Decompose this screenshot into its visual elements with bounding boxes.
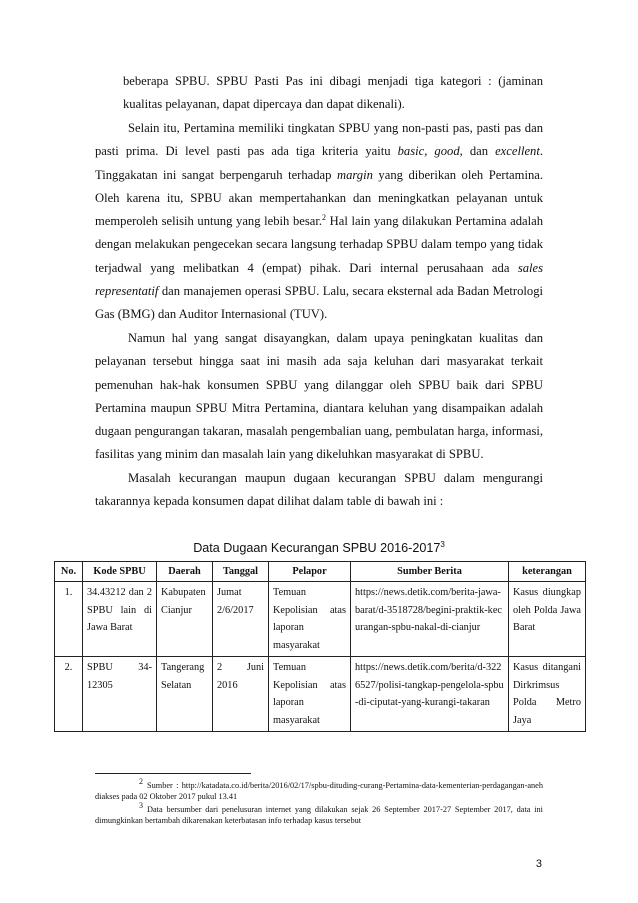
- text-run: yang diberikan oleh Pertamina. Oleh karena itu, SPBU akan mempertahankan dan meningkatkan pelayanan untuk memperoleh selisih untung yang lebih besar.: [95, 167, 543, 229]
- italic-term: sales representatif: [95, 260, 543, 299]
- text-run: Selain itu, Pertamina memiliki tingkatan SPBU yang non-pasti pas, pasti pas dan pasti prima. Di level pasti pas ada tiga kriteria yaitu: [95, 121, 543, 159]
- footnote-text: Sumber : http://katadata.co.id/berita/2016/02/17/spbu-dituding-curang-Pertamina-data-kementerian-perdagangan-aneh diakses pada 02 Oktober 2017 pukul 13.41: [95, 781, 543, 802]
- footnote-text: Data bersumber dari penelusuran internet yang dilakukan sejak 26 September 2017-27 September 2017, data ini dimungkinkan bertambah dikarenakan keterbatasan info terhadap kasus tersebut: [95, 805, 543, 826]
- paragraph-table-intro: Masalah kecurangan maupun dugaan kecurangan SPBU dalam mengurangi takarannya kepada konsumen dapat dilihat dalam table di bawah ini :: [95, 471, 543, 509]
- paragraph-pertamina-levels: [95, 117, 543, 327]
- text-run: dan manajemen operasi SPBU. Lalu, secara eksternal ada Badan Metrologi Gas (BMG) dan Auditor Internasional (TUV).: [95, 284, 543, 322]
- table-title: [95, 541, 543, 555]
- cell-pelapor: Temuan Kepolisian atas laporan masyarakat: [269, 657, 351, 732]
- text-run: ,: [424, 144, 435, 159]
- table-title-text: Data Dugaan Kecurangan SPBU 2016-2017: [193, 541, 441, 555]
- italic-term: excellent: [495, 144, 540, 159]
- cell-sumber-link[interactable]: https://news.detik.com/berita-jawa-barat/d-3518728/begini-praktik-kecurangan-spbu-nakal-di-cianjur: [351, 582, 509, 657]
- cell-kode: 34.43212 dan 2 SPBU lain di Jawa Barat: [83, 582, 157, 657]
- footnote-separator: [95, 773, 251, 774]
- footnote-ref: 3: [440, 539, 445, 549]
- header-no: No.: [55, 562, 83, 582]
- cell-keterangan: Kasus ditangani Dirkrimsus Polda Metro Jaya: [509, 657, 586, 732]
- table-row: [55, 657, 586, 732]
- footnote-ref: 2: [322, 213, 327, 222]
- cell-sumber-link[interactable]: https://news.detik.com/berita/d-3226527/polisi-tangkap-pengelola-spbu-di-ciputat-yang-kurangi-takaran: [351, 657, 509, 732]
- paragraph-complaints: Namun hal yang sangat disayangkan, dalam upaya peningkatan kualitas dan pelayanan tersebut hingga saat ini masih ada saja keluhan dari masyarakat terkait pemenuhan hak-hak konsumen SPBU yang dilanggar oleh SPBU baik dari SPBU Pertamina maupun SPBU Mitra Pertamina, diantara keluhan yang disampaikan adalah dugaan pengurangan takaran, masalah pengembalian uang, pembulatan harga, informasi, fasilitas yang minim dan masalah lain yang dikeluhkan masyarakat di SPBU.: [95, 331, 543, 462]
- header-tanggal: Tanggal: [213, 562, 269, 582]
- paragraph-list-continuation: beberapa SPBU. SPBU Pasti Pas ini dibagi menjadi tiga kategori : (jaminan kualitas pelayanan, dapat dipercaya dan dapat dikenali).: [123, 74, 543, 112]
- header-daerah: Daerah: [157, 562, 213, 582]
- cell-no: 2.: [55, 657, 83, 732]
- italic-term: good: [434, 144, 460, 159]
- fraud-data-table: [54, 561, 586, 732]
- header-pelapor: Pelapor: [269, 562, 351, 582]
- text-run: Hal lain yang dilakukan Pertamina adalah dengan melakukan pengecekan secara langsung terhadap SPBU dalam tempo yang tidak terjadwal yang melibatkan 4 (empat) pihak. Dari internal perusahaan ada: [95, 214, 543, 275]
- cell-pelapor: Temuan Kepolisian atas laporan masyarakat: [269, 582, 351, 657]
- cell-daerah: Tangerang Selatan: [157, 657, 213, 732]
- italic-term: basic: [397, 144, 425, 159]
- cell-kode: SPBU 34-12305: [83, 657, 157, 732]
- italic-term: margin: [336, 167, 373, 182]
- table-row: [55, 582, 586, 657]
- cell-tanggal: 2 Juni 2016: [213, 657, 269, 732]
- text-run: , dan: [459, 144, 496, 159]
- header-keterangan: keterangan: [509, 562, 586, 582]
- header-sumber: Sumber Berita: [351, 562, 509, 582]
- footnote-3: $^3$ Data bersumber dari penelusuran internet yang dilakukan sejak 26 September 2017-27 September 2017, data ini dimungkinkan bertambah dikarenakan keterbatasan info terhadap kasus tersebut: [95, 801, 543, 826]
- cell-keterangan: Kasus diungkap oleh Polda Jawa Barat: [509, 582, 586, 657]
- table-header-row: [55, 562, 586, 582]
- cell-tanggal: Jumat 2/6/2017: [213, 582, 269, 657]
- cell-daerah: Kabupaten Cianjur: [157, 582, 213, 657]
- header-kode: Kode SPBU: [83, 562, 157, 582]
- footnote-2: $^2$ Sumber : http://katadata.co.id/berita/2016/02/17/spbu-dituding-curang-Pertamina-data-kementerian-perdagangan-aneh diakses pada 02 Oktober 2017 pukul 13.41: [95, 777, 543, 802]
- cell-no: 1.: [55, 582, 83, 657]
- page-number: 3: [535, 858, 542, 870]
- text-run: . Tinggakatan ini sangat berpengaruh terhadap: [95, 144, 543, 182]
